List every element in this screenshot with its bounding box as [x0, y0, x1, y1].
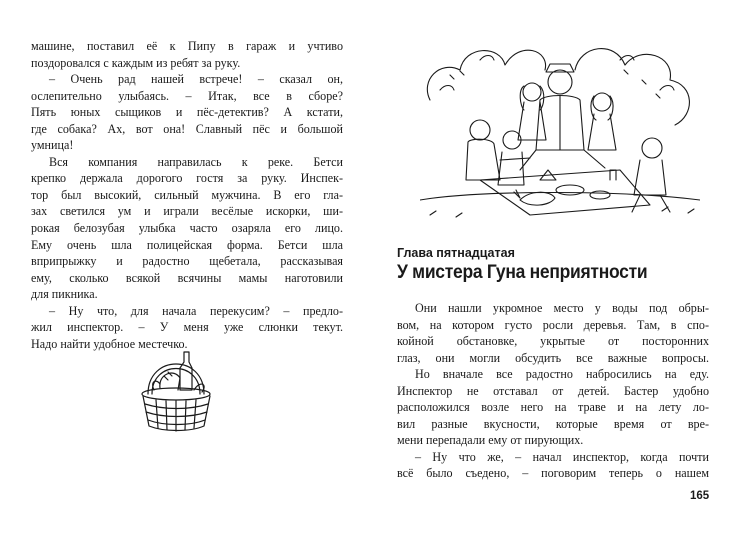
text-line: мени перепадали ему от пирующих. [397, 433, 584, 448]
text-line: ослепительно улыбаясь. – Итак, все в сборе? [31, 88, 343, 103]
text-line: вом, на котором густо росли деревья. Там, в спо- [397, 317, 709, 332]
text-line: машине, поставил её к Пипу в гараж и учтиво [31, 39, 343, 53]
text-line: рокая белозубая улыбка часто озаряла его лицо. [31, 221, 343, 236]
text-line: где собака? Ах, вот она! Славный пёс и большой [31, 121, 343, 136]
text-line: – Ну что же, – начал инспектор, когда почти [415, 449, 709, 464]
text-line: Ему очень шла полицейская форма. Бетси шла [31, 237, 343, 252]
text-line: Вся компания направилась к реке. Бетси [49, 154, 343, 169]
picnic-scene-illustration [420, 30, 700, 230]
text-line: – Ну что, для начала перекусим? – предло- [49, 303, 343, 318]
text-line: зах светился ум и играли весёлые искорки, ши- [31, 204, 343, 219]
text-line: – Очень рад нашей встрече! – сказал он, [49, 72, 343, 87]
text-line: для пикника. [31, 287, 98, 302]
text-line: тор был высокий, сильный мужчина. В его гла- [31, 187, 343, 202]
text-line: расположился возле него на траве и на лету ло- [397, 400, 709, 415]
chapter-label: Глава пятнадцатая [397, 246, 515, 260]
text-line: глаз, они могли обсудить все важные вопросы. [397, 350, 709, 365]
text-line: ему, сколько всякой всячины мамы наготовили [31, 270, 343, 285]
text-line: жил инспектор. – У меня уже слюнки текут. [31, 320, 343, 335]
text-line: Надо найти удобное местечко. [31, 336, 188, 351]
right-page-text [397, 300, 709, 482]
text-line: всё было съедено, – поговорим теперь о нашем [397, 466, 709, 481]
text-line: Пять юных сыщиков и пёс-детектив? А кстати, [31, 105, 343, 120]
text-line: вил разные вкусности, которые время от вре- [397, 416, 709, 431]
text-line: Они нашли укромное место у воды под обры- [415, 301, 709, 315]
text-line: поздоровался с каждым из ребят за руку. [31, 55, 241, 70]
left-page-text [31, 38, 343, 352]
text-line: Но вначале все радостно набросились на еду. [415, 367, 709, 382]
text-line: крепко держала дорогого гостя за руку. Инспек- [31, 171, 343, 186]
text-line: умница! [31, 138, 74, 153]
text-line: вприпрыжку и радостно щебетала, рассказывая [31, 254, 343, 269]
page-number: 165 [690, 490, 710, 502]
chapter-title: У мистера Гуна неприятности [397, 262, 648, 283]
picnic-basket-illustration [134, 344, 220, 434]
text-line: койной обстановке, укрытые от посторонних [397, 334, 709, 349]
text-line: Инспектор не отставал от детей. Бастер удобно [397, 383, 709, 398]
